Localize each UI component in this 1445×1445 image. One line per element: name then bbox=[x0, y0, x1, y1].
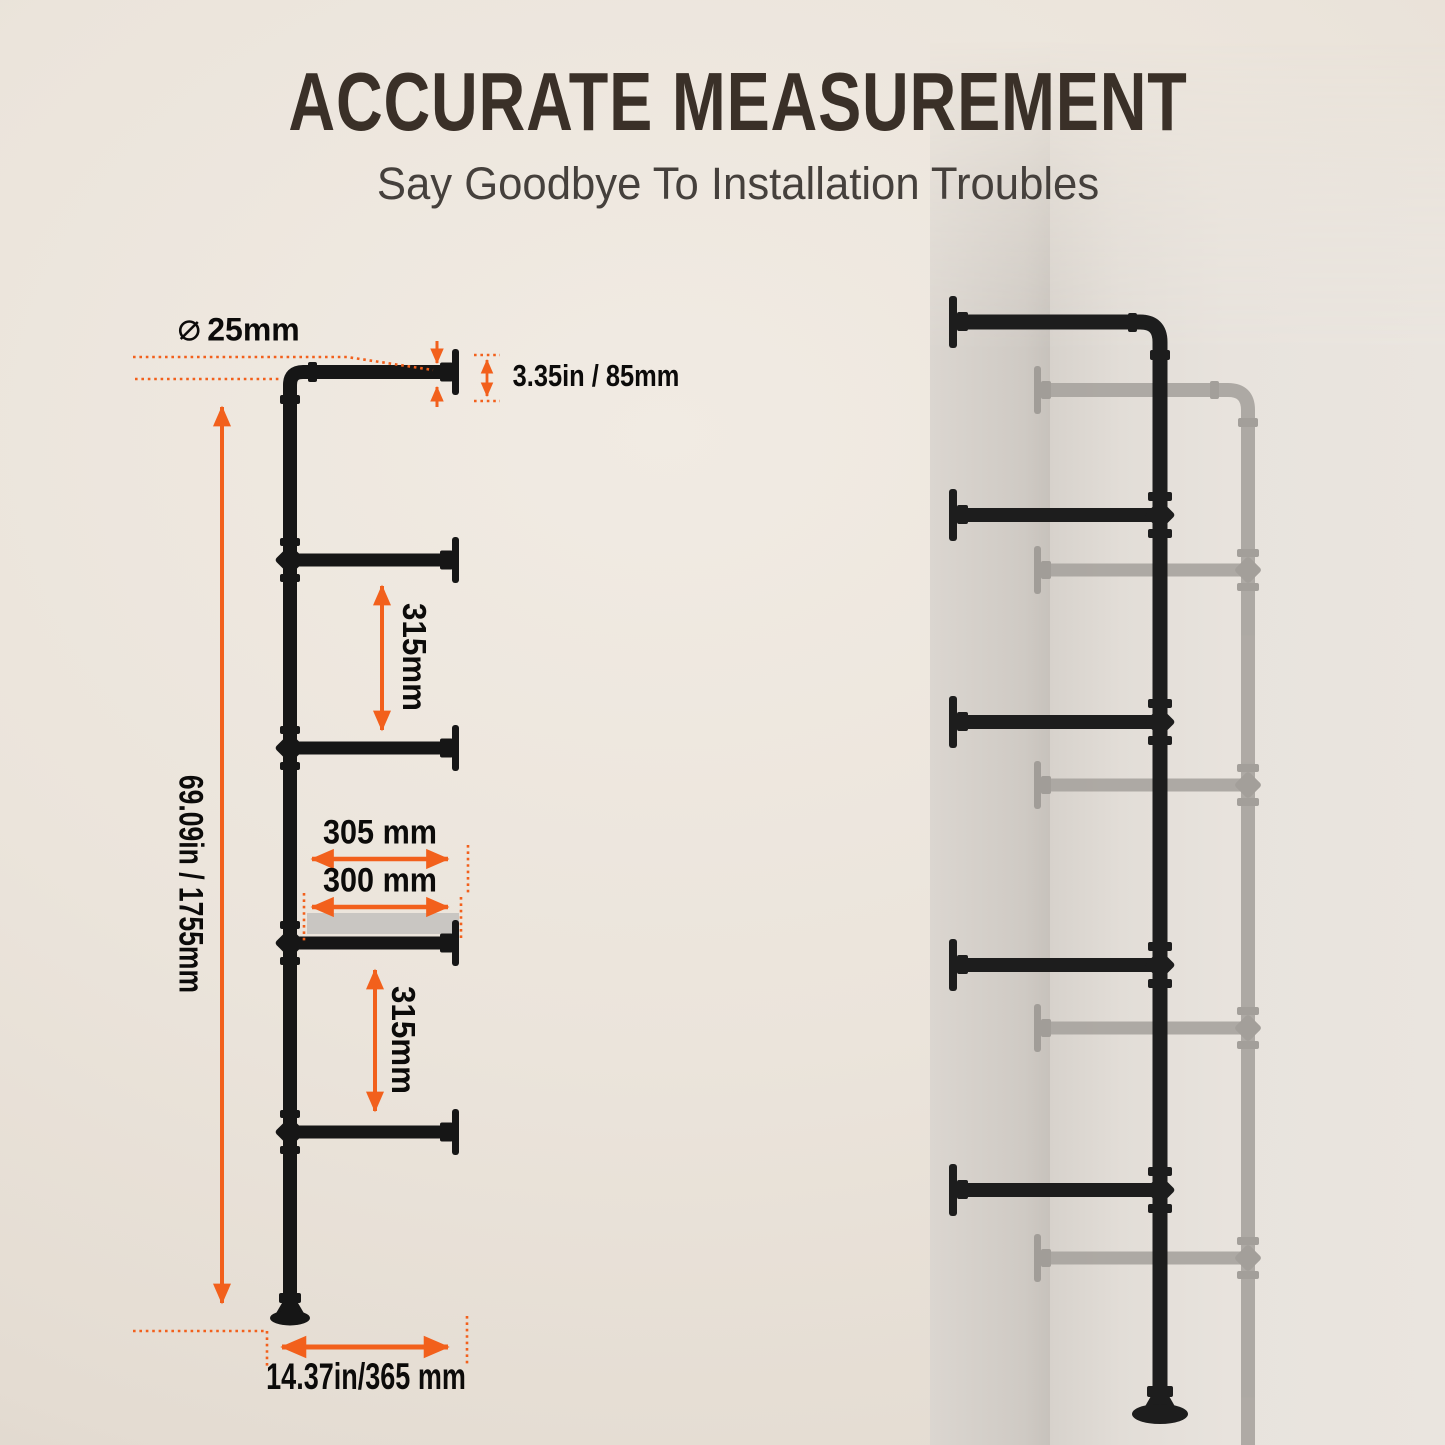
elbow-collar bbox=[1128, 313, 1137, 332]
ghost-tee-collar bbox=[1237, 1041, 1259, 1049]
ghost-pipe-shelf-render bbox=[1034, 366, 1262, 1445]
tee-joint bbox=[274, 544, 305, 575]
ghost-main-pipe bbox=[1042, 390, 1248, 1445]
tee-collar bbox=[1148, 979, 1172, 988]
ghost-tee-collar bbox=[1237, 549, 1259, 557]
ghost-wall-flange bbox=[1034, 1234, 1041, 1282]
elbow-collar bbox=[280, 395, 300, 404]
floor-flange bbox=[270, 1311, 310, 1326]
tee-joint bbox=[1144, 1174, 1175, 1205]
page-title: ACCURATE MEASUREMENT bbox=[288, 55, 1188, 148]
tee-collar bbox=[1148, 736, 1172, 745]
tee-collar bbox=[280, 726, 300, 734]
wall-flange-depth-label: 3.35in / 85mm bbox=[512, 358, 680, 393]
wall-flange bbox=[452, 349, 459, 395]
elbow-collar bbox=[1150, 350, 1170, 360]
shelf-board bbox=[307, 913, 459, 934]
ghost-elbow-collar bbox=[1210, 381, 1219, 399]
wall-flange bbox=[452, 537, 459, 583]
ghost-wall-flange bbox=[1034, 546, 1041, 594]
ghost-flange-collar bbox=[1041, 561, 1051, 579]
upper-shelf-spacing-label: 315mm bbox=[396, 602, 433, 712]
ghost-tee-collar bbox=[1237, 764, 1259, 772]
ghost-flange-collar bbox=[1041, 776, 1051, 794]
wall-flange bbox=[949, 939, 957, 991]
ghost-tee-collar bbox=[1237, 583, 1259, 591]
floor-flange bbox=[1132, 1404, 1188, 1424]
flange-collar bbox=[957, 505, 968, 524]
wall-flange bbox=[949, 696, 957, 748]
ghost-flange-collar bbox=[1041, 381, 1051, 399]
arm-collar bbox=[440, 934, 453, 953]
tee-joint bbox=[1144, 949, 1175, 980]
tee-collar bbox=[280, 574, 300, 582]
arm-collar bbox=[440, 1123, 453, 1142]
ghost-tee-collar bbox=[1237, 1271, 1259, 1279]
ghost-elbow-collar bbox=[1238, 418, 1258, 427]
pipe-diameter-label bbox=[176, 312, 300, 349]
ghost-tee-collar bbox=[1237, 1007, 1259, 1015]
pipe-span-width-label: 305 mm bbox=[323, 813, 437, 852]
diameter-icon bbox=[176, 317, 202, 343]
ghost-flange-collar bbox=[1041, 1249, 1051, 1267]
tee-collar bbox=[280, 921, 300, 929]
tee-collar bbox=[280, 957, 300, 965]
total-height-label: 69.09in / 1755mm bbox=[171, 774, 210, 994]
lower-shelf-spacing-label: 315mm bbox=[385, 985, 422, 1095]
tee-joint bbox=[274, 1116, 305, 1147]
base-width-label: 14.37in/365 mm bbox=[266, 1356, 466, 1397]
tee-collar bbox=[280, 1110, 300, 1118]
tee-collar bbox=[1148, 529, 1172, 538]
tee-collar bbox=[280, 762, 300, 770]
tee-collar bbox=[280, 538, 300, 546]
flange-collar bbox=[957, 1180, 968, 1199]
floor-flange-collar bbox=[279, 1293, 301, 1303]
wall-flange bbox=[452, 920, 459, 966]
ghost-flange-collar bbox=[1041, 1019, 1051, 1037]
ghost-tee-joint bbox=[1234, 1244, 1262, 1272]
main-pipe bbox=[957, 322, 1160, 1410]
floor-flange-collar bbox=[1147, 1386, 1173, 1397]
tee-collar bbox=[1148, 942, 1172, 951]
ghost-tee-collar bbox=[1237, 1237, 1259, 1245]
tee-collar bbox=[1148, 1204, 1172, 1213]
tee-joint bbox=[274, 732, 305, 763]
flange-collar bbox=[957, 712, 968, 731]
board-width-label: 300 mm bbox=[323, 861, 437, 900]
wall-flange bbox=[949, 1164, 957, 1216]
wall-flange bbox=[949, 489, 957, 541]
arm-collar bbox=[440, 551, 453, 570]
flange-collar bbox=[957, 955, 968, 974]
ghost-tee-joint bbox=[1234, 556, 1262, 584]
tee-joint bbox=[274, 927, 305, 958]
wall-flange bbox=[452, 1109, 459, 1155]
flange-collar bbox=[957, 312, 968, 331]
tee-collar bbox=[1148, 699, 1172, 708]
tee-joint bbox=[1144, 499, 1175, 530]
tee-collar bbox=[1148, 1167, 1172, 1176]
elbow-collar bbox=[308, 362, 317, 382]
ghost-wall-flange bbox=[1034, 366, 1041, 414]
arm-collar bbox=[440, 739, 453, 758]
ghost-tee-joint bbox=[1234, 771, 1262, 799]
arm-collar bbox=[440, 363, 453, 382]
ghost-tee-collar bbox=[1237, 798, 1259, 806]
ghost-tee-joint bbox=[1234, 1014, 1262, 1042]
wall-flange bbox=[452, 725, 459, 771]
page-subtitle: Say Goodbye To Installation Troubles bbox=[376, 158, 1100, 209]
wall-flange bbox=[949, 296, 957, 348]
tee-joint bbox=[1144, 706, 1175, 737]
tee-collar bbox=[1148, 492, 1172, 501]
ghost-wall-flange bbox=[1034, 1004, 1041, 1052]
tee-collar bbox=[280, 1146, 300, 1154]
ghost-wall-flange bbox=[1034, 761, 1041, 809]
pipe-diameter-value: 25mm bbox=[207, 311, 300, 348]
